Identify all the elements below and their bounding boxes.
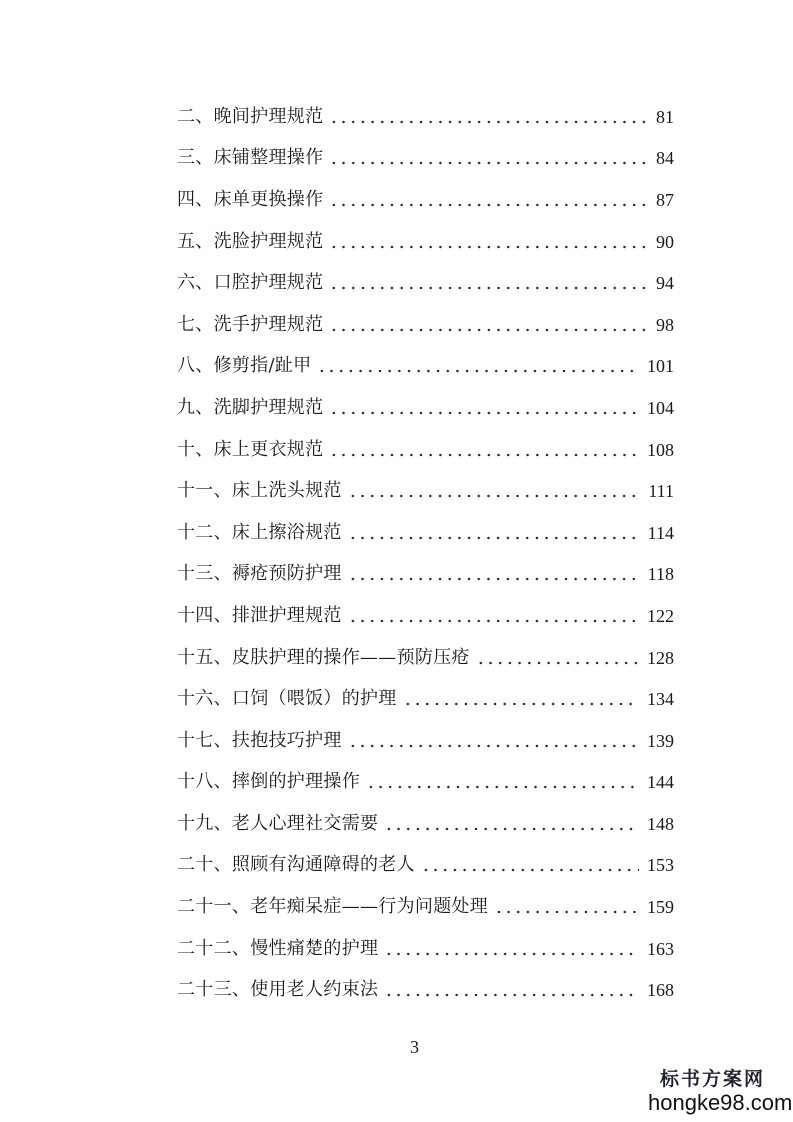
toc-entry (177, 138, 674, 180)
toc-entry (177, 678, 674, 720)
toc-entry-title: 四、床单更换操作 (177, 188, 324, 210)
toc-entry-page: 101 (647, 356, 674, 377)
toc-entry (177, 96, 674, 138)
dot-leader (329, 401, 639, 415)
toc-entry-page: 153 (647, 855, 674, 876)
toc-entry-page: 114 (647, 522, 674, 543)
toc-entry-title: 十三、褥疮预防护理 (177, 563, 342, 585)
toc-entry (177, 346, 674, 388)
dot-leader (317, 359, 639, 373)
dot-leader (348, 526, 640, 540)
toc-entry (177, 221, 674, 263)
dot-leader (329, 276, 648, 290)
toc-entry (177, 304, 674, 346)
toc-entry-title: 六、口腔护理规范 (177, 272, 324, 294)
toc-entry-page: 84 (656, 148, 674, 169)
toc-entry-page: 104 (647, 397, 674, 418)
watermark-logo (640, 1064, 793, 1116)
toc-entry-page: 148 (647, 813, 674, 834)
dot-leader (421, 858, 639, 872)
dot-leader (329, 318, 648, 332)
dot-leader (348, 734, 639, 748)
toc-entry (177, 387, 674, 429)
dot-leader (476, 651, 639, 665)
watermark-brand: 标书方案网 (660, 1068, 766, 1090)
toc-entry-page: 134 (647, 689, 674, 710)
toc-entry (177, 803, 674, 845)
toc-entry-title: 二十二、慢性痛楚的护理 (177, 937, 379, 959)
toc-entry-title: 十、床上更衣规范 (177, 438, 324, 460)
toc-entry-title: 五、洗脸护理规范 (177, 230, 324, 252)
toc-entry-page: 159 (647, 897, 674, 918)
toc-entry (177, 554, 674, 596)
toc-entry-page: 94 (656, 273, 674, 294)
toc-entry-title: 十九、老人心理社交需要 (177, 812, 379, 834)
toc-entry (177, 512, 674, 554)
toc-entry (177, 262, 674, 304)
toc-entry-title: 十八、摔倒的护理操作 (177, 771, 360, 793)
toc-entry (177, 429, 674, 471)
toc-entry-page: 163 (647, 938, 674, 959)
toc-entry-page: 128 (647, 647, 674, 668)
dot-leader (329, 443, 639, 457)
toc-entry-title: 十一、床上洗头规范 (177, 480, 342, 502)
dot-leader (329, 193, 648, 207)
toc-entry-page: 139 (647, 730, 674, 751)
dot-leader (329, 151, 648, 165)
toc-entry-page: 90 (656, 231, 674, 252)
toc-entry (177, 762, 674, 804)
toc-entry-title: 十四、排泄护理规范 (177, 604, 342, 626)
dot-leader (403, 692, 639, 706)
toc-entry (177, 720, 674, 762)
toc-entry-title: 十五、皮肤护理的操作——预防压疮 (177, 646, 470, 668)
toc-entry-title: 八、修剪指/趾甲 (177, 355, 312, 377)
dot-leader (348, 567, 640, 581)
toc-entry-page: 87 (656, 189, 674, 210)
dot-leader (366, 775, 639, 789)
toc-entry-title: 十七、扶抱技巧护理 (177, 729, 342, 751)
toc-entry-title: 二十、照顾有沟通障碍的老人 (177, 854, 415, 876)
toc-entry-title: 三、床铺整理操作 (177, 147, 324, 169)
toc-entry-title: 二十一、老年痴呆症——行为问题处理 (177, 896, 489, 918)
toc-entry-title: 九、洗脚护理规范 (177, 396, 324, 418)
toc-entry (177, 886, 674, 928)
toc-entry-page: 168 (647, 980, 674, 1001)
toc-entry-title: 十二、床上擦浴规范 (177, 521, 342, 543)
dot-leader (348, 484, 641, 498)
toc-entry-page: 122 (647, 605, 674, 626)
toc-entry (177, 637, 674, 679)
toc-entry-page: 118 (647, 564, 674, 585)
dot-leader (384, 817, 639, 831)
dot-leader (494, 900, 639, 914)
dot-leader (329, 110, 648, 124)
toc-entry (177, 595, 674, 637)
toc-entry (177, 845, 674, 887)
toc-entry-page: 108 (647, 439, 674, 460)
toc-entry-title: 十六、口饲（喂饭）的护理 (177, 688, 397, 710)
dot-leader (384, 942, 639, 956)
dot-leader (348, 609, 639, 623)
toc-entry-page: 144 (647, 772, 674, 793)
toc-entry (177, 928, 674, 970)
table-of-contents (177, 96, 674, 1011)
toc-entry-title: 七、洗手护理规范 (177, 313, 324, 335)
toc-entry-title: 二、晚间护理规范 (177, 105, 324, 127)
dot-leader (329, 235, 648, 249)
toc-entry (177, 969, 674, 1011)
toc-entry-page: 111 (648, 481, 674, 502)
toc-entry-page: 81 (656, 106, 674, 127)
toc-entry-page: 98 (656, 314, 674, 335)
dot-leader (384, 983, 639, 997)
page-number: 3 (410, 1037, 419, 1057)
watermark-url: hongke98.com (648, 1090, 793, 1115)
toc-entry (177, 470, 674, 512)
toc-entry (177, 179, 674, 221)
toc-entry-title: 二十三、使用老人约束法 (177, 979, 379, 1001)
